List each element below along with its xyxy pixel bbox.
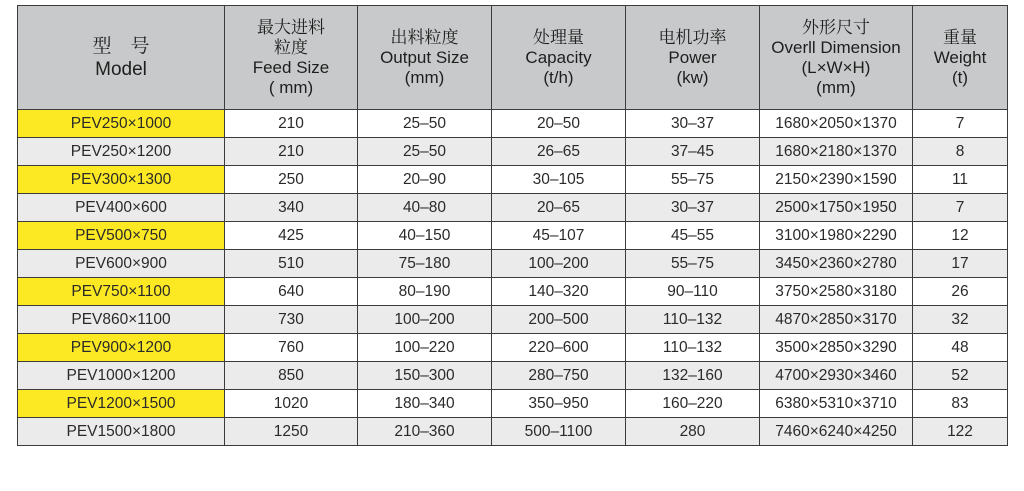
power-cell: 37–45 (626, 138, 760, 166)
weight-cell: 52 (913, 362, 1008, 390)
weight-cell: 11 (913, 166, 1008, 194)
model-cell: PEV900×1200 (18, 334, 225, 362)
weight-cell: 122 (913, 418, 1008, 446)
dimension-cell: 3450×2360×2780 (760, 250, 913, 278)
weight-cell: 17 (913, 250, 1008, 278)
feed-size-cell: 340 (225, 194, 358, 222)
table-row (18, 390, 1008, 418)
output-size-cell: 25–50 (358, 138, 492, 166)
header-output-en: Output Size (380, 47, 469, 67)
header-row (18, 6, 1008, 110)
capacity-cell: 140–320 (492, 278, 626, 306)
power-cell: 110–132 (626, 306, 760, 334)
table-row (18, 166, 1008, 194)
power-cell: 55–75 (626, 166, 760, 194)
header-weight (913, 6, 1008, 110)
capacity-cell: 20–65 (492, 194, 626, 222)
header-capacity-en: Capacity (525, 47, 592, 67)
capacity-cell: 45–107 (492, 222, 626, 250)
output-size-cell: 20–90 (358, 166, 492, 194)
table-row (18, 250, 1008, 278)
capacity-cell: 200–500 (492, 306, 626, 334)
weight-cell: 32 (913, 306, 1008, 334)
output-size-cell: 40–150 (358, 222, 492, 250)
header-capacity-zh: 处理量 (533, 27, 584, 47)
header-output-size (358, 6, 492, 110)
feed-size-cell: 210 (225, 138, 358, 166)
output-size-cell: 210–360 (358, 418, 492, 446)
weight-cell: 83 (913, 390, 1008, 418)
weight-cell: 8 (913, 138, 1008, 166)
output-size-cell: 180–340 (358, 390, 492, 418)
dimension-cell: 3500×2850×3290 (760, 334, 913, 362)
feed-size-cell: 850 (225, 362, 358, 390)
feed-size-cell: 760 (225, 334, 358, 362)
dimension-cell: 6380×5310×3710 (760, 390, 913, 418)
power-cell: 30–37 (626, 110, 760, 138)
capacity-cell: 26–65 (492, 138, 626, 166)
power-cell: 110–132 (626, 334, 760, 362)
header-capacity-unit: (t/h) (543, 67, 574, 87)
table-row (18, 222, 1008, 250)
header-power (626, 6, 760, 110)
feed-size-cell: 1250 (225, 418, 358, 446)
table-row (18, 138, 1008, 166)
model-cell: PEV250×1000 (18, 110, 225, 138)
feed-size-cell: 210 (225, 110, 358, 138)
output-size-cell: 100–220 (358, 334, 492, 362)
weight-cell: 26 (913, 278, 1008, 306)
header-weight-zh: 重量 (943, 27, 977, 47)
model-cell: PEV300×1300 (18, 166, 225, 194)
capacity-cell: 100–200 (492, 250, 626, 278)
power-cell: 45–55 (626, 222, 760, 250)
table-row (18, 306, 1008, 334)
weight-cell: 48 (913, 334, 1008, 362)
dimension-cell: 4870×2850×3170 (760, 306, 913, 334)
header-feed-en: Feed Size (252, 57, 330, 77)
feed-size-cell: 510 (225, 250, 358, 278)
power-cell: 90–110 (626, 278, 760, 306)
table-row (18, 418, 1008, 446)
capacity-cell: 20–50 (492, 110, 626, 138)
model-cell: PEV400×600 (18, 194, 225, 222)
table-header (18, 6, 1008, 110)
model-cell: PEV860×1100 (18, 306, 225, 334)
power-cell: 160–220 (626, 390, 760, 418)
header-feed-zh1: 最大进料 (257, 17, 325, 37)
table-row (18, 194, 1008, 222)
feed-size-cell: 640 (225, 278, 358, 306)
header-output-unit: (mm) (404, 67, 445, 87)
model-cell: PEV1200×1500 (18, 390, 225, 418)
header-dimension-formula: (L×W×H) (801, 57, 871, 77)
output-size-cell: 80–190 (358, 278, 492, 306)
table-row (18, 334, 1008, 362)
dimension-cell: 7460×6240×4250 (760, 418, 913, 446)
power-cell: 55–75 (626, 250, 760, 278)
capacity-cell: 350–950 (492, 390, 626, 418)
header-capacity (492, 6, 626, 110)
model-cell: PEV600×900 (18, 250, 225, 278)
feed-size-cell: 425 (225, 222, 358, 250)
header-dimension-en: Overll Dimension (771, 37, 901, 57)
header-power-unit: (kw) (676, 67, 709, 87)
header-feed-unit: ( mm) (268, 77, 314, 97)
output-size-cell: 40–80 (358, 194, 492, 222)
spec-table (17, 5, 1008, 446)
dimension-cell: 2500×1750×1950 (760, 194, 913, 222)
output-size-cell: 75–180 (358, 250, 492, 278)
model-cell: PEV1500×1800 (18, 418, 225, 446)
model-cell: PEV250×1200 (18, 138, 225, 166)
capacity-cell: 500–1100 (492, 418, 626, 446)
capacity-cell: 30–105 (492, 166, 626, 194)
feed-size-cell: 730 (225, 306, 358, 334)
table-row (18, 362, 1008, 390)
model-cell: PEV1000×1200 (18, 362, 225, 390)
weight-cell: 12 (913, 222, 1008, 250)
capacity-cell: 220–600 (492, 334, 626, 362)
power-cell: 280 (626, 418, 760, 446)
header-dimension-zh: 外形尺寸 (802, 17, 870, 37)
feed-size-cell: 250 (225, 166, 358, 194)
dimension-cell: 1680×2180×1370 (760, 138, 913, 166)
dimension-cell: 3750×2580×3180 (760, 278, 913, 306)
header-feed-size (225, 6, 358, 110)
dimension-cell: 2150×2390×1590 (760, 166, 913, 194)
dimension-cell: 3100×1980×2290 (760, 222, 913, 250)
dimension-cell: 4700×2930×3460 (760, 362, 913, 390)
power-cell: 30–37 (626, 194, 760, 222)
capacity-cell: 280–750 (492, 362, 626, 390)
output-size-cell: 100–200 (358, 306, 492, 334)
header-weight-unit: (t) (951, 67, 969, 87)
header-output-zh: 出料粒度 (390, 27, 459, 47)
header-power-en: Power (668, 47, 717, 67)
table-row (18, 110, 1008, 138)
table-body (18, 110, 1008, 446)
header-model (18, 6, 225, 110)
weight-cell: 7 (913, 110, 1008, 138)
header-model-en: Model (95, 58, 147, 80)
model-cell: PEV500×750 (18, 222, 225, 250)
header-power-zh: 电机功率 (658, 27, 727, 47)
dimension-cell: 1680×2050×1370 (760, 110, 913, 138)
header-model-zh: 型 号 (92, 35, 150, 57)
output-size-cell: 150–300 (358, 362, 492, 390)
model-cell: PEV750×1100 (18, 278, 225, 306)
header-weight-en: Weight (933, 47, 987, 67)
table-row (18, 278, 1008, 306)
weight-cell: 7 (913, 194, 1008, 222)
output-size-cell: 25–50 (358, 110, 492, 138)
header-dimension (760, 6, 913, 110)
power-cell: 132–160 (626, 362, 760, 390)
header-feed-zh2: 粒度 (274, 37, 308, 57)
header-dimension-unit: (mm) (816, 77, 856, 97)
feed-size-cell: 1020 (225, 390, 358, 418)
